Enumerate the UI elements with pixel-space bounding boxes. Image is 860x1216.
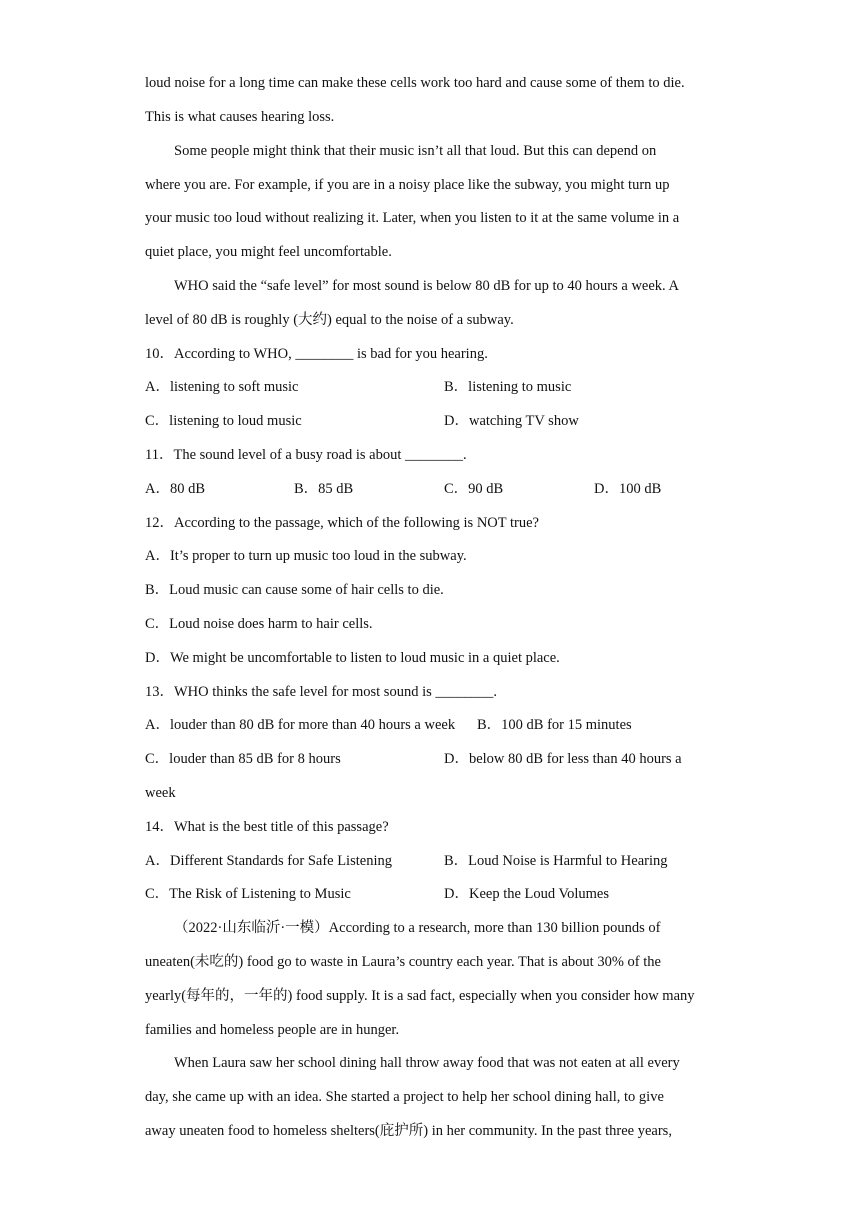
question-13-stem: 13．WHO thinks the safe level for most sound is ________. [145, 684, 497, 700]
question-12-stem: 12．According to the passage, which of the following is NOT true? [145, 515, 539, 531]
passage1-line-5: your music too loud without realizing it. Later, when you listen to it at the same volume in a [145, 210, 680, 226]
question-12-option-c: C．Loud noise does harm to hair cells. [145, 616, 373, 632]
question-10-option-c: C．listening to loud music [145, 413, 302, 429]
question-11-stem: 11．The sound level of a busy road is about ________. [145, 447, 467, 463]
question-14-stem: 14．What is the best title of this passage? [145, 819, 389, 835]
question-11-option-a: A．80 dB [145, 481, 206, 497]
question-13-option-a: A．louder than 80 dB for more than 40 hours a week [145, 717, 456, 733]
passage2-line-6: day, she came up with an idea. She started a project to help her school dining hall, to give [145, 1089, 664, 1105]
question-14-option-a: A．Different Standards for Safe Listening [145, 853, 392, 869]
passage1-line-2: This is what causes hearing loss. [145, 109, 335, 125]
question-14-option-b: B．Loud Noise is Harmful to Hearing [444, 853, 668, 869]
question-14-option-d: D．Keep the Loud Volumes [444, 886, 609, 902]
passage2-line-7: away uneaten food to homeless shelters(庇护所) in her community. In the past three years, [145, 1123, 672, 1139]
passage1-line-3: Some people might think that their music isn’t all that loud. But this can depend on [174, 143, 657, 159]
question-10-option-b: B．listening to music [444, 379, 572, 395]
question-13-option-c: C．louder than 85 dB for 8 hours [145, 751, 341, 767]
question-13-option-d: D．below 80 dB for less than 40 hours a [444, 751, 682, 767]
passage1-line-7: WHO said the “safe level” for most sound is below 80 dB for up to 40 hours a week. A [174, 278, 679, 294]
question-12-option-d: D．We might be uncomfortable to listen to loud music in a quiet place. [145, 650, 560, 666]
question-14-option-c: C．The Risk of Listening to Music [145, 886, 351, 902]
question-10-option-d: D．watching TV show [444, 413, 579, 429]
question-10-stem: 10．According to WHO, ________ is bad for you hearing. [145, 346, 488, 362]
question-11-option-d: D．100 dB [594, 481, 662, 497]
passage1-line-4: where you are. For example, if you are in a noisy place like the subway, you might turn up [145, 177, 670, 193]
passage1-line-8: level of 80 dB is roughly (大约) equal to the noise of a subway. [145, 312, 514, 328]
passage2-line-1: （2022·山东临沂·一模）According to a research, more than 130 billion pounds of [174, 920, 661, 936]
question-10-option-a: A．listening to soft music [145, 379, 299, 395]
question-13-option-d-continued: week [145, 785, 176, 801]
question-11-option-c: C．90 dB [444, 481, 504, 497]
passage1-line-6: quiet place, you might feel uncomfortable. [145, 244, 392, 260]
passage1-line-1: loud noise for a long time can make these cells work too hard and cause some of them to die. [145, 75, 685, 91]
question-12-option-a: A．It’s proper to turn up music too loud in the subway. [145, 548, 467, 564]
question-12-option-b: B．Loud music can cause some of hair cells to die. [145, 582, 444, 598]
question-11-option-b: B．85 dB [294, 481, 354, 497]
passage2-line-4: families and homeless people are in hunger. [145, 1022, 400, 1038]
passage2-line-2: uneaten(未吃的) food go to waste in Laura’s country each year. That is about 30% of the [145, 954, 661, 970]
passage2-line-3: yearly(每年的，一年的) food supply. It is a sad fact, especially when you consider how many [145, 988, 695, 1004]
passage2-line-5: When Laura saw her school dining hall throw away food that was not eaten at all every [174, 1055, 680, 1071]
question-13-option-b: B．100 dB for 15 minutes [477, 717, 632, 733]
